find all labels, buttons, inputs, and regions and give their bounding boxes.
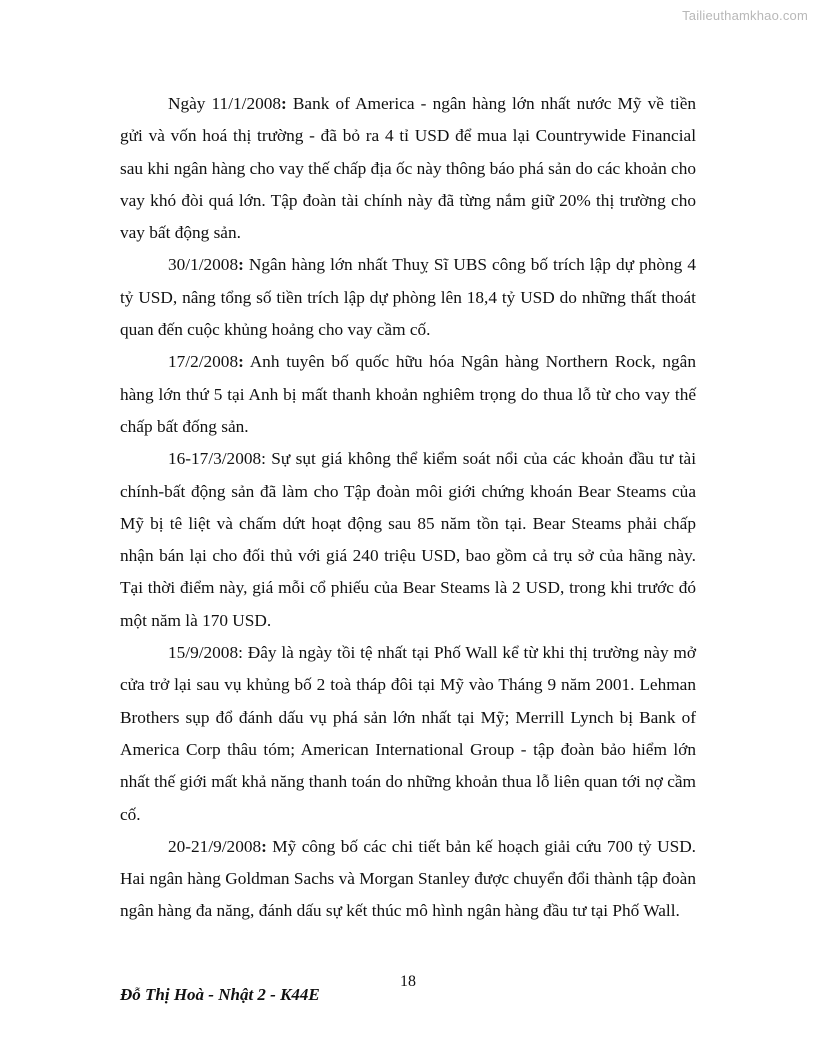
paragraph-text: : Đây là ngày tồi tệ nhất tại Phố Wall kể từ khi thị trường này mở cửa trở lại sau vụ khủng bố 2 toà tháp đôi tại Mỹ vào Tháng 9 năm 2001. Lehman Brothers sụp đổ đánh dấu vụ phá sản lớn nhất tại Mỹ; Merrill Lynch bị Bank of America Corp thâu tóm; American International Group - tập đoàn bảo hiểm lớn nhất thế giới mất khả năng thanh toán do những khoản thua lỗ liên quan tới nợ cầm cố. <box>120 643 696 824</box>
paragraph-date: Ngày 11/1/2008 <box>168 94 282 113</box>
paragraph-separator: : <box>238 352 244 372</box>
paragraph-date: 30/1/2008 <box>168 255 239 275</box>
paragraph-date: 15/9/2008 <box>168 643 239 663</box>
paragraph-separator: : <box>281 94 287 113</box>
paragraph-date: 20-21/9/2008 <box>168 836 262 856</box>
paragraph-text: : Sự sụt giá không thể kiểm soát nổi của các khoản đầu tư tài chính-bất động sản đã làm cho Tập đoàn môi giới chứng khoán Bear Steams của Mỹ bị tê liệt và chấm dứt hoạt động sau 85 năm tồn tại. Bear Steams phải chấp nhận bán lại cho đối thủ với giá 240 triệu USD, bao gồm cả trụ sở của hãng này. Tại thời điểm này, giá mỗi cổ phiếu của Bear Steams là 2 USD, trong khi trước đó một năm là 170 USD. <box>120 449 696 630</box>
paragraph-text: Anh tuyên bố quốc hữu hóa Ngân hàng Northern Rock, ngân hàng lớn thứ 5 tại Anh bị mất thanh khoản nghiêm trọng do thua lỗ từ cho vay thế chấp bất đống sản. <box>120 352 696 436</box>
paragraph <box>120 443 696 637</box>
page-number: 18 <box>400 973 416 990</box>
paragraph-separator: : <box>238 255 244 275</box>
paragraph <box>120 831 696 928</box>
paragraph-text: Bank of America - ngân hàng lớn nhất nước Mỹ về tiền gửi và vốn hoá thị trường - đã bỏ ra 4 tỉ USD để mua lại Countrywide Financial sau khi ngân hàng cho vay thế chấp địa ốc này thông báo phá sản do các khoản cho vay khó đòi quá lớn. Tập đoàn tài chính này đã từng nắm giữ 20% thị trường cho vay bất động sản. <box>120 94 697 243</box>
paragraph <box>120 346 696 443</box>
document-body <box>120 88 696 928</box>
paragraph-separator: : <box>261 836 267 856</box>
watermark: Tailieuthamkhao.com <box>682 8 808 23</box>
paragraph <box>120 249 696 346</box>
footer-author: Đỗ Thị Hoà - Nhật 2 - K44E <box>120 985 320 1004</box>
paragraph-date: 17/2/2008 <box>168 352 239 372</box>
paragraph <box>120 88 696 249</box>
paragraph <box>120 637 696 831</box>
paragraph-text: Mỹ công bố các chi tiết bản kế hoạch giải cứu 700 tỷ USD. Hai ngân hàng Goldman Sachs và Morgan Stanley được chuyển đổi thành tập đoàn ngân hàng đa năng, đánh dấu sự kết thúc mô hình ngân hàng đầu tư tại Phố Wall. <box>120 836 696 921</box>
paragraph-date: 16-17/3/2008 <box>168 449 262 469</box>
paragraph-text: Ngân hàng lớn nhất Thuỵ Sĩ UBS công bố trích lập dự phòng 4 tỷ USD, nâng tổng số tiền trích lập dự phòng lên 18,4 tỷ USD do những thất thoát quan đến cuộc khủng hoảng cho vay cầm cố. <box>120 255 696 340</box>
